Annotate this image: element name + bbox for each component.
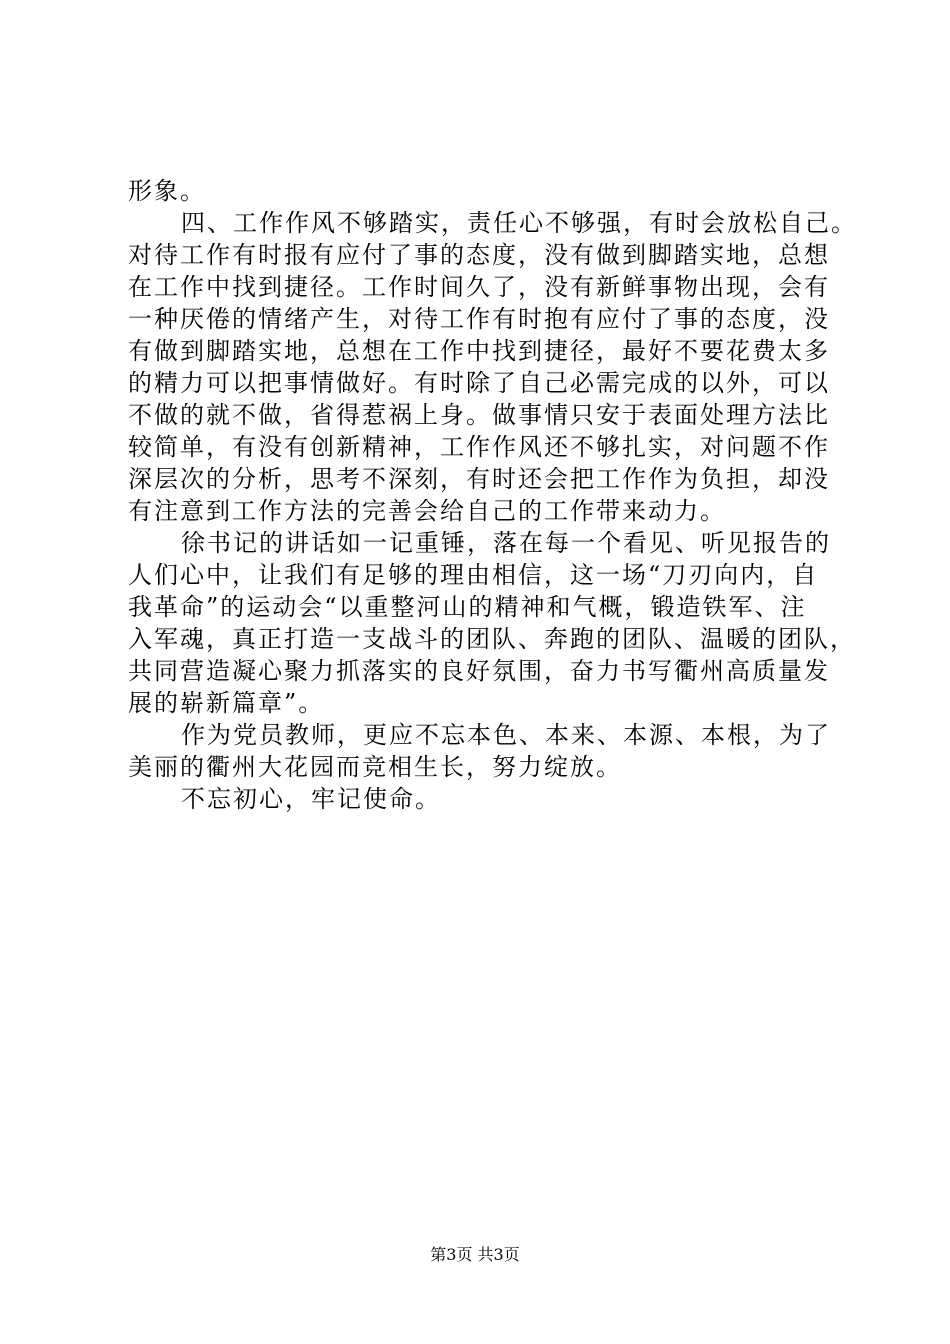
paragraph-4-start: 四、工作作风不够踏实，责任心不够强，有时会放松自己。 <box>181 209 857 237</box>
text-line: 我革命”的运动会“以重整河山的精神和气概，锻造铁军、注 <box>128 593 807 621</box>
text-line: 对待工作有时报有应付了事的态度，没有做到脚踏实地，总想 <box>128 241 830 269</box>
text-line: 美丽的衢州大花园而竞相生长，努力绽放。 <box>128 753 622 781</box>
text-line: 一种厌倦的情绪产生，对待工作有时抱有应付了事的态度，没 <box>128 305 830 333</box>
paragraph-teacher-start: 作为党员教师，更应不忘本色、本来、本源、本根，为了 <box>181 721 831 749</box>
text-line: 共同营造凝心聚力抓落实的良好氛围，奋力书写衢州高质量发 <box>128 657 830 685</box>
text-line: 展的崭新篇章”。 <box>128 689 325 717</box>
text-line: 有注意到工作方法的完善会给自己的工作带来动力。 <box>128 497 726 525</box>
text-line: 入军魂，真正打造一支战斗的团队、奔跑的团队、温暖的团队， <box>128 625 856 653</box>
document-body <box>128 175 857 815</box>
text-line: 深层次的分析，思考不深刻，有时还会把工作作为负担，却没 <box>128 465 830 493</box>
text-line: 人们心中，让我们有足够的理由相信，这一场“刀刃向内，自 <box>128 561 819 589</box>
paragraph-closing: 不忘初心，牢记使命。 <box>181 785 441 813</box>
text-line: 在工作中找到捷径。工作时间久了，没有新鲜事物出现，会有 <box>128 273 830 301</box>
page-number-footer: 第3页 共3页 <box>430 1245 520 1264</box>
text-line: 较简单，有没有创新精神，工作作风还不够扎实，对问题不作 <box>128 433 830 461</box>
text-line: 的精力可以把事情做好。有时除了自己必需完成的以外，可以 <box>128 369 830 397</box>
text-line: 有做到脚踏实地，总想在工作中找到捷径，最好不要花费太多 <box>128 337 830 365</box>
text-line: 形象。 <box>128 177 206 205</box>
paragraph-speech-start: 徐书记的讲话如一记重锤，落在每一个看见、听见报告的 <box>181 529 831 557</box>
text-line: 不做的就不做，省得惹祸上身。做事情只安于表面处理方法比 <box>128 401 830 429</box>
